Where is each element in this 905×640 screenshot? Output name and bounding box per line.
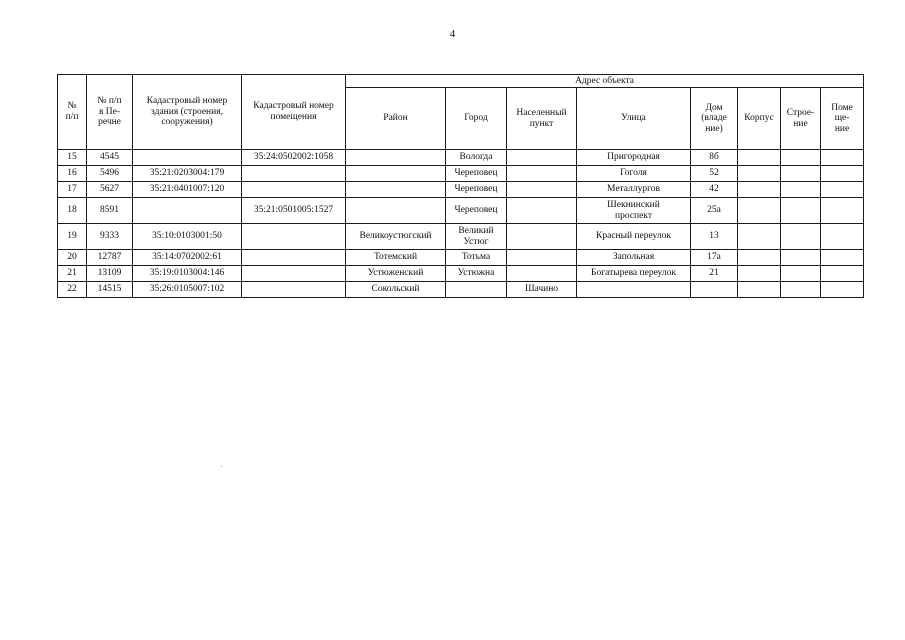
- cell-structure: [781, 282, 821, 298]
- cell-list-num: 13109: [87, 266, 133, 282]
- cell-street: Шекнинский проспект: [577, 198, 691, 224]
- cell-city: Череповец: [446, 198, 507, 224]
- cell-num: 20: [58, 250, 87, 266]
- cell-building: [738, 150, 781, 166]
- cell-num: 22: [58, 282, 87, 298]
- cell-district: Устюженский: [346, 266, 446, 282]
- cell-list-num: 5496: [87, 166, 133, 182]
- cell-premise-cadastral: [242, 266, 346, 282]
- cell-building: [738, 266, 781, 282]
- cell-premise-cadastral: [242, 182, 346, 198]
- cell-num: 17: [58, 182, 87, 198]
- header-house: Дом (владе ние): [691, 88, 738, 150]
- cell-premise-cadastral: [242, 166, 346, 182]
- cell-city: Вологда: [446, 150, 507, 166]
- header-structure: Строе- ние: [781, 88, 821, 150]
- cell-structure: [781, 224, 821, 250]
- header-settlement: Населенный пункт: [507, 88, 577, 150]
- table-body: [58, 150, 864, 298]
- cell-premise-cadastral: 35:21:0501005:1527: [242, 198, 346, 224]
- cell-house: 52: [691, 166, 738, 182]
- cell-list-num: 9333: [87, 224, 133, 250]
- cell-district: [346, 150, 446, 166]
- cell-city: Тотьма: [446, 250, 507, 266]
- cell-list-num: 14515: [87, 282, 133, 298]
- cell-house: [691, 282, 738, 298]
- cell-num: 18: [58, 198, 87, 224]
- cell-building: [738, 198, 781, 224]
- cell-settlement: [507, 182, 577, 198]
- cell-building: [738, 250, 781, 266]
- table-row: [58, 266, 864, 282]
- cell-building-cadastral: 35:10:0103001:50: [133, 224, 242, 250]
- header-street: Улица: [577, 88, 691, 150]
- cell-district: Тотемский: [346, 250, 446, 266]
- cell-settlement: [507, 224, 577, 250]
- cell-street: Красный переулок: [577, 224, 691, 250]
- cell-structure: [781, 198, 821, 224]
- header-district: Район: [346, 88, 446, 150]
- cell-street: Запольная: [577, 250, 691, 266]
- cell-house: 13: [691, 224, 738, 250]
- cell-district: Сокольский: [346, 282, 446, 298]
- cell-city: Череповец: [446, 166, 507, 182]
- cell-house: 17а: [691, 250, 738, 266]
- cell-street: Металлургов: [577, 182, 691, 198]
- cell-settlement: [507, 166, 577, 182]
- cell-num: 15: [58, 150, 87, 166]
- cell-settlement: [507, 266, 577, 282]
- cell-room: [821, 250, 864, 266]
- cell-premise-cadastral: [242, 224, 346, 250]
- cell-room: [821, 182, 864, 198]
- cell-district: [346, 166, 446, 182]
- cell-building: [738, 182, 781, 198]
- cell-room: [821, 150, 864, 166]
- cell-num: 21: [58, 266, 87, 282]
- cell-district: [346, 182, 446, 198]
- cell-room: [821, 266, 864, 282]
- cell-num: 16: [58, 166, 87, 182]
- header-building-cadastral: Кадастровый номер здания (строения, сооружения): [133, 75, 242, 150]
- table-row: [58, 198, 864, 224]
- cell-settlement: [507, 198, 577, 224]
- cell-building-cadastral: 35:19:0103004:146: [133, 266, 242, 282]
- cell-house: 21: [691, 266, 738, 282]
- cell-structure: [781, 150, 821, 166]
- cell-settlement: Шачино: [507, 282, 577, 298]
- cell-street: Богатырева переулок: [577, 266, 691, 282]
- header-num: № п/п: [58, 75, 87, 150]
- header-city: Город: [446, 88, 507, 150]
- cell-city: Устюжна: [446, 266, 507, 282]
- cell-structure: [781, 166, 821, 182]
- cell-district: [346, 198, 446, 224]
- cell-premise-cadastral: [242, 282, 346, 298]
- cell-building-cadastral: [133, 150, 242, 166]
- cell-list-num: 4545: [87, 150, 133, 166]
- cell-settlement: [507, 150, 577, 166]
- table-row: [58, 150, 864, 166]
- table-row: [58, 182, 864, 198]
- cell-structure: [781, 266, 821, 282]
- cell-city: Великий Устюг: [446, 224, 507, 250]
- cell-structure: [781, 182, 821, 198]
- header-list-num: № п/п в Пе- речне: [87, 75, 133, 150]
- header-address-group: Адрес объекта: [346, 75, 864, 88]
- page-number: 4: [449, 28, 456, 40]
- cell-room: [821, 198, 864, 224]
- cell-house: 8б: [691, 150, 738, 166]
- cell-premise-cadastral: 35:24:0502002:1058: [242, 150, 346, 166]
- cell-building-cadastral: [133, 198, 242, 224]
- table-row: [58, 250, 864, 266]
- table-row: [58, 224, 864, 250]
- cell-building: [738, 166, 781, 182]
- cell-building: [738, 224, 781, 250]
- cell-city: Череповец: [446, 182, 507, 198]
- cell-street: [577, 282, 691, 298]
- header-premise-cadastral: Кадастровый номер помещения: [242, 75, 346, 150]
- cell-num: 19: [58, 224, 87, 250]
- objects-table: [57, 74, 864, 298]
- cell-room: [821, 224, 864, 250]
- cell-building-cadastral: 35:21:0203004:179: [133, 166, 242, 182]
- table-row: [58, 282, 864, 298]
- cell-room: [821, 166, 864, 182]
- cell-street: Пригородная: [577, 150, 691, 166]
- header-building: Корпус: [738, 88, 781, 150]
- table-row: [58, 166, 864, 182]
- cell-house: 42: [691, 182, 738, 198]
- cell-house: 25а: [691, 198, 738, 224]
- cell-district: Великоустюгский: [346, 224, 446, 250]
- cell-structure: [781, 250, 821, 266]
- cell-list-num: 12787: [87, 250, 133, 266]
- cell-settlement: [507, 250, 577, 266]
- cell-list-num: 5627: [87, 182, 133, 198]
- cell-city: [446, 282, 507, 298]
- header-room: Поме ще- ние: [821, 88, 864, 150]
- cell-room: [821, 282, 864, 298]
- cell-building-cadastral: 35:21:0401007:120: [133, 182, 242, 198]
- scan-speck: [221, 466, 222, 467]
- table-header: [58, 75, 864, 150]
- cell-list-num: 8591: [87, 198, 133, 224]
- cell-building: [738, 282, 781, 298]
- cell-street: Гоголя: [577, 166, 691, 182]
- cell-premise-cadastral: [242, 250, 346, 266]
- cell-building-cadastral: 35:14:0702002:61: [133, 250, 242, 266]
- cell-building-cadastral: 35:26:0105007:102: [133, 282, 242, 298]
